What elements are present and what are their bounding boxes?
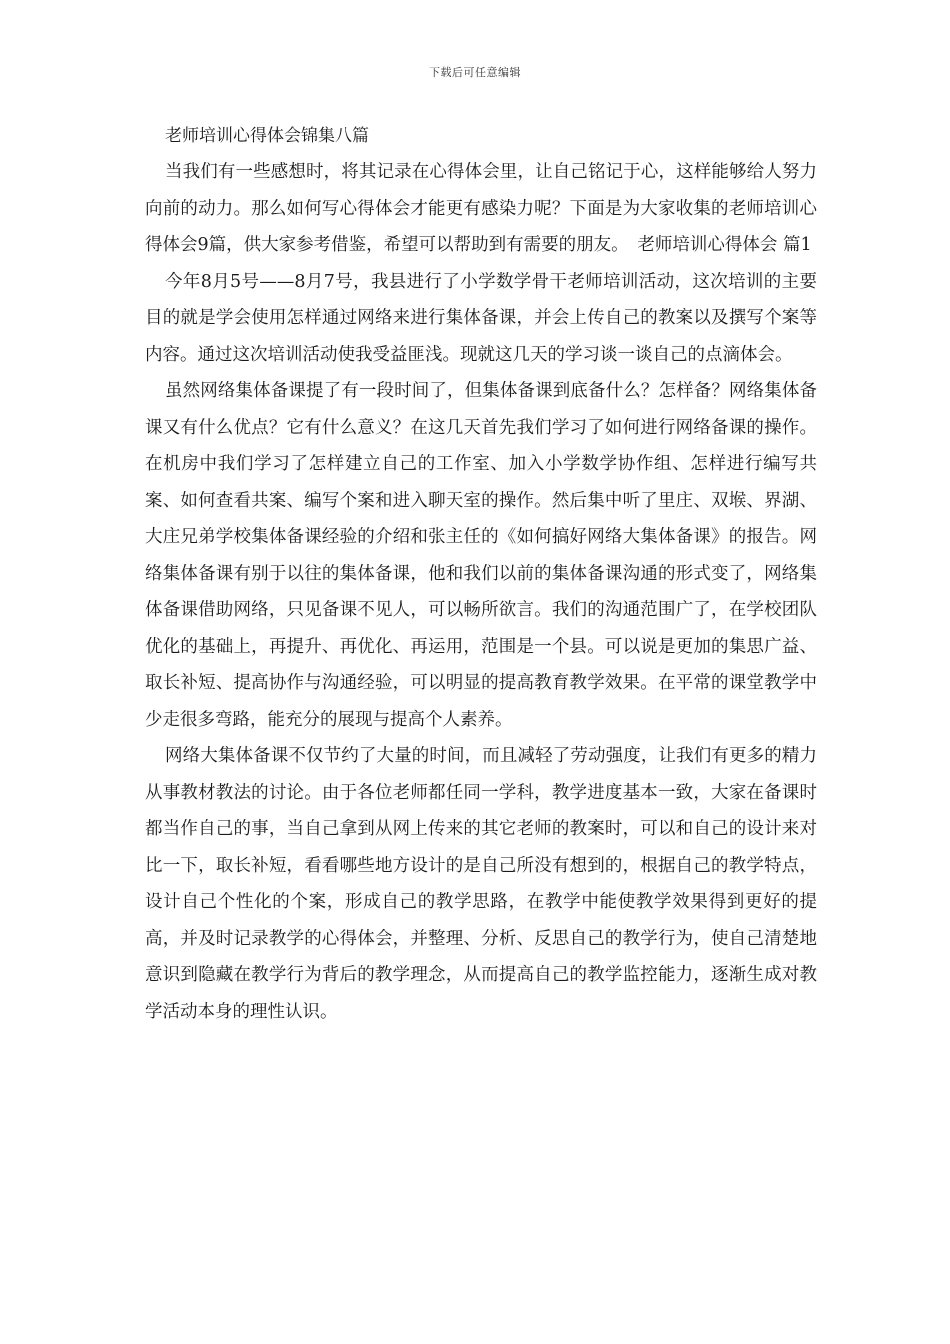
document-body — [145, 118, 817, 1030]
paragraph-intro: 当我们有一些感想时，将其记录在心得体会里，让自己铭记于心，这样能够给人努力向前的动力。那么如何写心得体会才能更有感染力呢？下面是为大家收集的老师培训心得体会9篇，供大家参考借鉴，希望可以帮助到有需要的朋友。 老师培训心得体会 篇1 — [145, 162, 817, 255]
document-title: 老师培训心得体会锦集八篇 — [165, 126, 369, 146]
page-header: 下载后可任意编辑 — [429, 66, 521, 79]
paragraph-training-dates: 今年8月5号——8月7号，我县进行了小学数学骨干老师培训活动，这次培训的主要目的就是学会使用怎样通过网络来进行集体备课，并会上传自己的教案以及撰写个案等内容。通过这次培训活动使我受益匪浅。现就这几天的学习谈一谈自己的点滴体会。 — [145, 271, 817, 365]
paragraph-benefits: 网络大集体备课不仅节约了大量的时间，而且减轻了劳动强度，让我们有更多的精力从事教材教法的讨论。由于各位老师都任同一学科，教学进度基本一致，大家在备课时都当作自己的事，当自己拿到从网上传来的其它老师的教案时，可以和自己的设计来对比一下，取长补短，看看哪些地方设计的是自己所没有想到的，根据自己的教学特点，设计自己个性化的个案，形成自己的教学思路，在教学中能使教学效果得到更好的提高，并及时记录教学的心得体会，并整理、分析、反思自己的教学行为，使自己清楚地意识到隐藏在教学行为背后的教学理念，从而提高自己的教学监控能力，逐渐生成对教学活动本身的理性认识。 — [145, 746, 817, 1022]
paragraph-network-lesson-prep: 虽然网络集体备课提了有一段时间了，但集体备课到底备什么？怎样备？网络集体备课又有什么优点？它有什么意义？在这几天首先我们学习了如何进行网络备课的操作。在机房中我们学习了怎样建立自己的工作室、加入小学数学协作组、怎样进行编写共案、如何查看共案、编写个案和进入聊天室的操作。然后集中听了里庄、双堠、界湖、大庄兄弟学校集体备课经验的介绍和张主任的《如何搞好网络大集体备课》的报告。网络集体备课有别于以往的集体备课，他和我们以前的集体备课沟通的形式变了，网络集体备课借助网络，只见备课不见人，可以畅所欲言。我们的沟通范围广了，在学校团队优化的基础上，再提升、再优化、再运用，范围是一个县。可以说是更加的集思广益、取长补短、提高协作与沟通经验，可以明显的提高教育教学效果。在平常的课堂教学中少走很多弯路，能充分的展现与提高个人素养。 — [145, 381, 817, 730]
